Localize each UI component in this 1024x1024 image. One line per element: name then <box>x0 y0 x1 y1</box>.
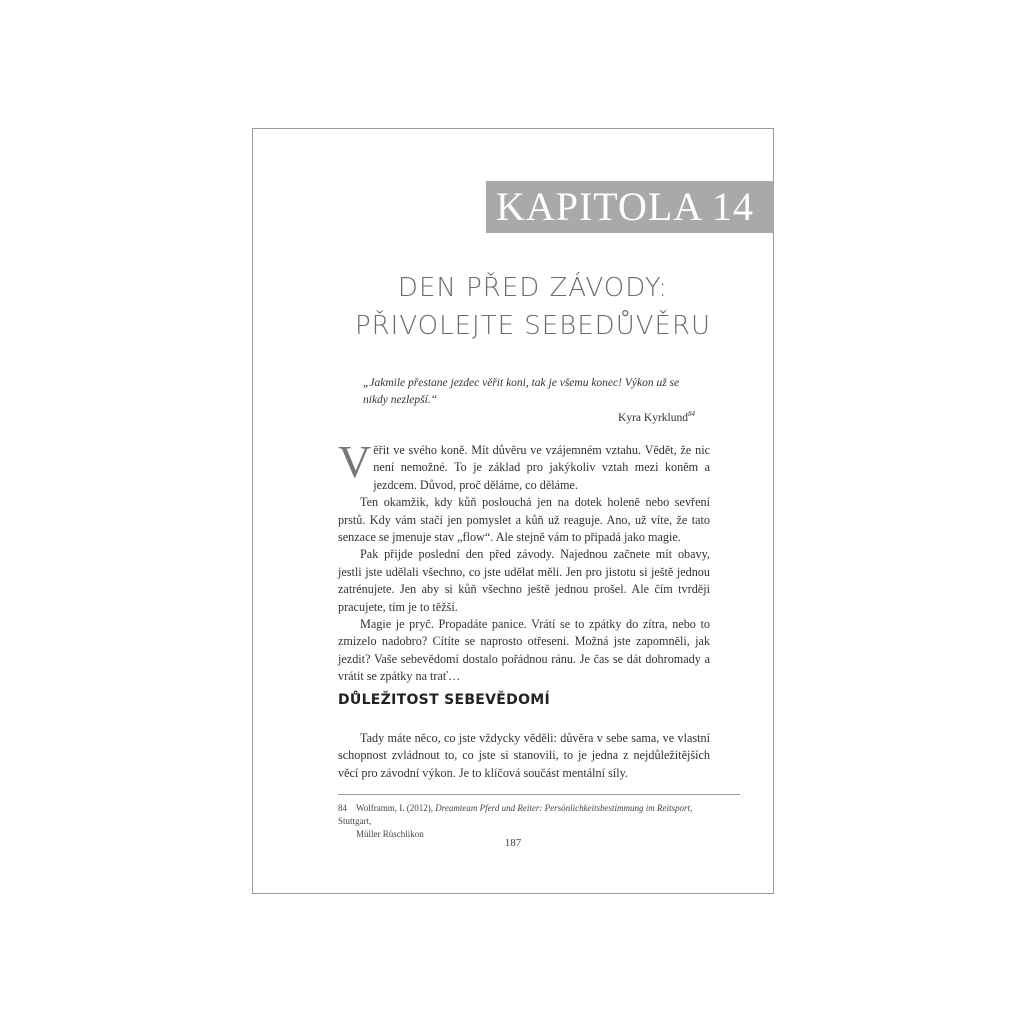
footnote-publisher: Müller Rüschlikon <box>356 829 424 839</box>
paragraph-3: Pak přijde poslední den před závody. Najednou začnete mít obavy, jestli jste udělali všechno, co jste udělat měli. Jen pro jistotu si ještě jednou zatrénujete. Jen aby si kůň všechno ještě jednou prošel. Ale čím tvrději pracujete, tím je to těžší. <box>338 547 710 614</box>
footnote <box>338 802 710 841</box>
epigraph-author-name: Kyra Kyrklund <box>618 411 688 424</box>
section-heading: DŮLEŽITOST SEBEVĚDOMÍ <box>338 692 551 708</box>
drop-cap: V <box>338 436 372 487</box>
page-number: 187 <box>504 837 522 849</box>
body-text <box>338 436 710 686</box>
footnote-number: 84 <box>338 803 347 813</box>
footnote-author: Wolframm, I. (2012), <box>356 803 436 813</box>
chapter-title <box>313 269 753 345</box>
chapter-label: KAPITOLA 14 <box>486 181 774 233</box>
footnote-divider <box>338 794 740 795</box>
section-paragraph-1: Tady máte něco, co jste vždycky věděli: důvěra v sebe sama, ve vlastní schopnost zvládnout to, co jste si stanovili, to je jedna z nejdůležitějších věcí pro závodní výkon. Je to klíčová součást mentální síly. <box>338 731 710 780</box>
chapter-title-line-2: PŘIVOLEJTE SEBEDŮVĚRU <box>354 311 712 341</box>
footnote-place: , Stuttgart, <box>338 803 693 826</box>
paragraph-4: Magie je pryč. Propadáte panice. Vrátí se to zpátky do zítra, nebo to zmizelo nadobro? Cítíte se naprosto otřeseni. Možná jste zapomněli, jak jezdit? Vaše sebevědomí dostalo pořádnou ránu. Je čas se dát dohromady a vrátit se zpátky na trať… <box>338 617 710 684</box>
paragraph-1-text: ěřit ve svého koně. Mít důvěru ve vzájemném vztahu. Vědět, že nic není nemožné. To je základ pro jakýkoliv vztah mezi koněm a jezdcem. Důvod, proč děláme, co děláme. <box>373 443 710 492</box>
footnote-title: Dreamteam Pferd und Reiter: Persönlichkeitsbestimmung im Reitsport <box>435 803 691 813</box>
chapter-title-line-1: DEN PŘED ZÁVODY: <box>397 273 669 303</box>
epigraph-quote: „Jakmile přestane jezdec věřit koni, tak je všemu konec! Výkon už se nikdy nezlepší.“ <box>363 377 680 406</box>
epigraph-author <box>553 410 695 424</box>
book-page <box>252 128 774 894</box>
section-text <box>338 730 710 782</box>
paragraph-1 <box>338 436 710 494</box>
footnote-reference: 84 <box>688 410 695 418</box>
paragraph-2: Ten okamžik, kdy kůň poslouchá jen na dotek holeně nebo sevření prstů. Kdy vám stačí jen pomyslet a kůň už reaguje. Ano, už víte, že tato senzace se jmenuje stav „flow“. Ale stejně vám to připadá jako magie. <box>338 495 710 545</box>
